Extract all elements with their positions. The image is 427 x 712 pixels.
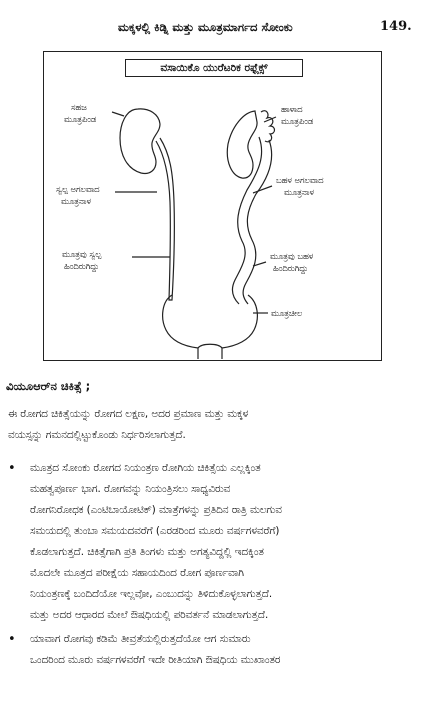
bullet-line: ಮತ್ತು ಅದರ ಆಧಾರದ ಮೇಲೆ ಔಷಧಿಯಲ್ಲಿ ಪರಿವರ್ತನೆ ಮಾಡಲಾಗುತ್ತದೆ.	[30, 609, 269, 621]
label-very-wide-1: ಬಹಳ ಅಗಲವಾದ	[276, 175, 324, 185]
running-title: ಮಕ್ಕಳಲ್ಲಿ ಕಿಡ್ನಿ ಮತ್ತು ಮೂತ್ರಮಾರ್ಗದ ಸೋಂಕು	[118, 20, 293, 34]
figure-title: ವಸಾಯಿಕೊ ಯುರೆಟರಿಕ ರಫ್ಲೆಕ್ಸ್	[125, 59, 303, 77]
damaged-kidney	[227, 111, 257, 178]
damaged-kidney-pelvis	[261, 111, 275, 142]
bullet-line: ಮಹತ್ವಪೂರ್ಣ ಭಾಗ. ರೋಗವನ್ನು ನಿಯಂತ್ರಿಸಲು ಸಾಧ್ಯವಿರುವ	[30, 483, 231, 495]
bladder	[163, 295, 258, 359]
label-bladder: ಮೂತ್ರಚೀಲ	[271, 308, 303, 318]
bullet-item	[8, 458, 420, 626]
label-damaged-kidney-2: ಮೂತ್ರಪಿಂಡ	[281, 116, 314, 126]
intro-paragraph	[8, 404, 420, 446]
bullet-line: ಮೂತ್ರದ ಸೋಂಕು ರೋಗದ ನಿಯಂತ್ರಣ ರೋಗಿಯ ಚಿಕಿತ್ಸೆಯ ಎಲ್ಲಕ್ಕಿಂತ	[30, 462, 261, 474]
label-normal-kidney-1: ಸಹಜ	[71, 102, 87, 112]
bullet-list	[8, 458, 420, 671]
figure-frame	[43, 51, 382, 361]
label-damaged-kidney-1: ಹಾಳಾದ	[281, 104, 303, 114]
left-ureter	[156, 138, 174, 300]
intro-line: ವಯಸ್ಸನ್ನು ಗಮನದಲ್ಲಿಟ್ಟುಕೊಂಡು ನಿರ್ಧರಿಸಲಾಗುತ್ತದೆ.	[8, 429, 186, 441]
bullet-line: ರೋಗನಿರೋಧಕ (ಎಂಟಿಬಾಯೋಟಿಕ್) ಮಾತ್ರೆಗಳನ್ನು ಪ್ರತಿದಿನ ರಾತ್ರಿ ಮಲಗುವ	[30, 504, 282, 516]
label-slightly-wide-1: ಸ್ವಲ್ಪ ಅಗಲವಾದ	[56, 184, 100, 194]
label-normal-kidney-2: ಮೂತ್ರಪಿಂಡ	[64, 114, 97, 124]
bullet-dot-icon: •	[8, 632, 16, 647]
bullet-line: ಯಾವಾಗ ರೋಗವು ಕಡಿಮೆ ತೀವ್ರತೆಯಲ್ಲಿರುತ್ತದೆಯೋ ಆಗ ಸುಮಾರು	[30, 633, 251, 645]
bullet-line: ನಿಯಂತ್ರಣಕ್ಕೆ ಬಂದಿದೆಯೋ ಇಲ್ಲವೋ, ಎಂಬುದನ್ನು ತಿಳಿದುಕೊಳ್ಳಲಾಗುತ್ತದೆ.	[30, 588, 273, 600]
bladder-inner	[198, 344, 222, 348]
label-back-much-2: ಹಿಂದಿರುಗಿದ್ದು	[273, 263, 309, 273]
label-back-much-1: ಮೂತ್ರವು ಬಹಳ	[270, 251, 314, 261]
normal-kidney	[120, 109, 160, 174]
page-number: 149.	[380, 19, 412, 34]
bullet-line: ಒಂದರಿಂದ ಮೂರು ವರ್ಷಗಳವರೆಗೆ ಇದೇ ರೀತಿಯಾಗಿ ಔಷಧಿಯ ಮುಖಾಂತರ	[30, 654, 281, 666]
label-back-little-1: ಮೂತ್ರವು ಸ್ವಲ್ಪ	[62, 249, 102, 259]
label-slightly-wide-2: ಮೂತ್ರನಾಳ	[61, 196, 91, 206]
intro-line: ಈ ರೋಗದ ಚಿಕಿತ್ಸೆಯನ್ನು ರೋಗದ ಲಕ್ಷಣ, ಅದರ ಪ್ರಮಾಣ ಮತ್ತು ಮಕ್ಕಳ	[8, 408, 249, 420]
bullet-dot-icon: •	[8, 461, 16, 476]
bullet-line: ಕೊಡಲಾಗುತ್ತದೆ. ಚಿಕಿತ್ಸೆಗಾಗಿ ಪ್ರತಿ ತಿಂಗಳು ಮತ್ತು ಅಗತ್ಯವಿದ್ದಲ್ಲಿ ಇದಕ್ಕಿಂತ	[30, 546, 264, 558]
vur-diagram	[44, 52, 381, 360]
bullet-item	[8, 629, 420, 671]
right-ureter-inner	[243, 140, 272, 304]
section-heading: ವಿಯೂಆರ್‌ನ ಚಿಕಿತ್ಸೆ ;	[6, 379, 91, 393]
bullet-line: ಸಮಯದಲ್ಲಿ ತುಂಬಾ ಸಮಯದವರೆಗೆ (ಎರಡರಿಂದ ಮೂರು ವರ್ಷಗಳವರೆಗೆ)	[30, 525, 280, 537]
bullet-line: ಮೊದಲೇ ಮೂತ್ರದ ಪರೀಕ್ಷೆಯ ಸಹಾಯದಿಂದ ರೋಗ ಪೂರ್ಣವಾಗಿ	[30, 567, 244, 579]
label-back-little-2: ಹಿಂದಿರುಗಿದ್ದು	[64, 261, 100, 271]
label-very-wide-2: ಮೂತ್ರನಾಳ	[284, 187, 314, 197]
